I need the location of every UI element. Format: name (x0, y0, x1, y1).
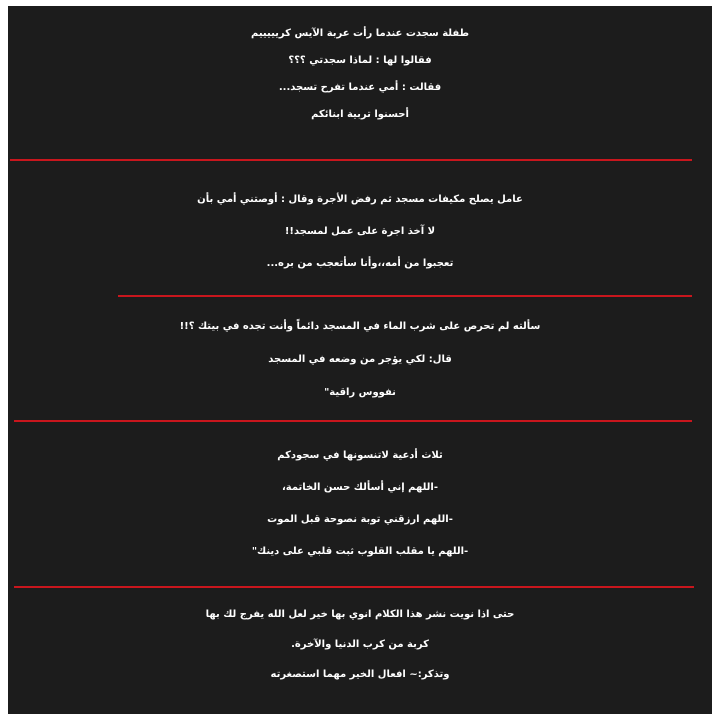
post-2 (8, 184, 712, 280)
post-5 (8, 600, 712, 690)
post-2-line-2: لا آخذ اجرة على عمل لمسجد!! (284, 226, 436, 237)
post-1 (8, 20, 712, 128)
post-4-line-4: -اللهم يا مقلب القلوب ثبت قلبي على دينك" (251, 546, 469, 557)
post-2-line-3: تعجبوا من أمه،،وأنا سأتعجب من بره... (266, 258, 454, 269)
divider-4 (14, 586, 694, 588)
divider-2 (118, 295, 692, 297)
post-1-line-3: فقالت : أمي عندما تفرح تسجد... (278, 82, 442, 93)
post-5-line-2: كربة من كرب الدنيا والآخرة. (291, 639, 429, 650)
post-3-line-2: قال: لكي يؤجر من وضعه في المسجد (268, 354, 452, 365)
post-1-line-2: فقالوا لها : لماذا سجدتي ؟؟؟ (288, 55, 432, 66)
post-4-line-2: -اللهم إني أسألك حسن الخاتمة، (281, 482, 438, 493)
post-3-line-1: سألته لم تحرص على شرب الماء في المسجد دائماً وأنت تجده في بيتك ؟!! (179, 321, 541, 332)
post-5-line-3: وتذكر:~ افعال الخير مهما استصغرته (270, 669, 450, 680)
post-4-line-3: -اللهم ارزقني توبة نصوحة قبل الموت (267, 514, 453, 525)
post-2-line-1: عامل يصلح مكيفات مسجد ثم رفض الأجرة وقال : أوصتني أمي بأن (197, 194, 523, 205)
post-1-line-4: أحسنوا تربية ابنائكم (311, 109, 409, 120)
divider-1 (10, 159, 692, 161)
post-4-line-1: ثلاث أدعية لاتنسونها في سجودكم (277, 450, 443, 461)
post-4 (8, 440, 712, 568)
divider-3 (14, 420, 692, 422)
post-1-line-1: طفلة سجدت عندما رأت عربة الآيس كريييييم (251, 28, 469, 39)
post-3-line-3: نفووس راقية" (324, 387, 396, 398)
post-panel (8, 6, 712, 714)
post-3 (8, 310, 712, 409)
post-5-line-1: حتى اذا نويت نشر هذا الكلام انوي بها خير لعل الله يفرج لك بها (205, 609, 515, 620)
